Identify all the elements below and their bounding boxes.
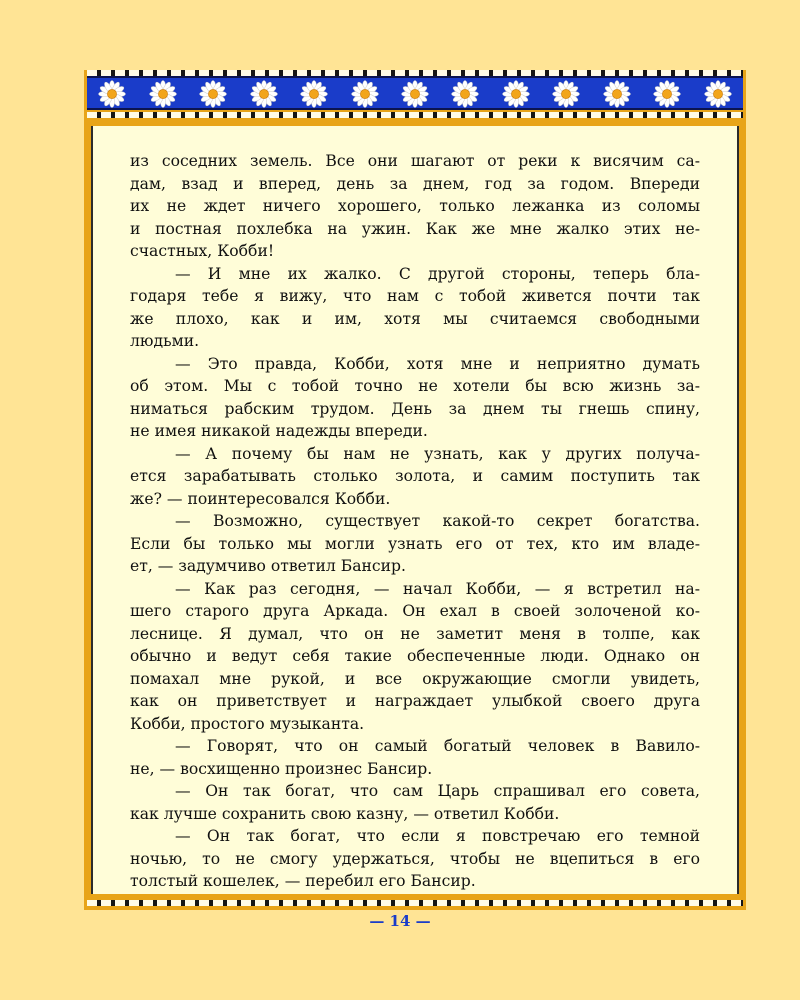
text-line: счастных, Кобби! [130,242,275,260]
text-line: Если бы только мы могли узнать его от тех, кто им владе- [130,534,700,553]
text-line: — А почему бы нам не узнать, как у других получа- [175,444,700,463]
text-panel [91,126,739,894]
text-line: — Он так богат, что сам Царь спрашивал его совета, [175,782,700,800]
daisy-icon [300,80,328,108]
daisy-icon [351,80,379,108]
daisy-strip [87,76,743,110]
text-line: как лучше сохранить свою казну, — ответил Кобби. [130,804,560,823]
daisy-icon [704,80,732,108]
text-line: Кобби, простого музыканта. [130,714,365,733]
daisy-icon [603,80,631,108]
text-line: и постная похлебка на ужин. Как же мне жалко этих не- [130,219,700,238]
top-dash-border-lower [87,112,743,118]
body-text [130,150,700,893]
text-line: ется зарабатывать столько золота, и самим поступить так [130,467,700,485]
daisy-icon [653,80,681,108]
text-line: обычно и ведут себя такие обеспеченные люди. Однако он [130,647,700,665]
text-line: помахал мне рукой, и все окружающие смогли увидеть, [130,669,700,688]
daisy-icon [401,80,429,108]
page-number: — 14 — [369,912,431,930]
text-line: как он приветствует и награждает улыбкой своего друга [130,692,700,710]
text-line: толстый кошелек, — перебил его Бансир. [130,872,476,890]
daisy-icon [149,80,177,108]
text-line: же плохо, как и им, хотя мы считаемся свободными [130,309,700,328]
text-line: — Это правда, Кобби, хотя мне и неприятно думать [175,354,700,373]
text-line: же? — поинтересовался Кобби. [130,489,391,508]
text-line: — Как раз сегодня, — начал Кобби, — я встретил на- [175,579,700,598]
text-line: шего старого друга Аркада. Он ехал в своей золоченой ко- [130,602,700,620]
daisy-icon [98,80,126,108]
text-line: — Он так богат, что если я повстречаю его темной [175,827,700,845]
page-frame [84,122,746,910]
text-line: годаря тебе я вижу, что нам с тобой живется почти так [130,287,700,305]
text-line: леснице. Я думал, что он не заметит меня в толпе, как [130,624,700,643]
text-line: из соседних земель. Все они шагают от реки к висячим са- [130,152,700,170]
text-line: — Говорят, что он самый богатый человек в Вавило- [175,737,700,755]
daisy-icon [250,80,278,108]
daisy-icon [451,80,479,108]
daisy-icon [502,80,530,108]
daisy-icon [199,80,227,108]
text-line: не, — восхищенно произнес Бансир. [130,759,433,778]
bottom-dash-border [87,900,743,906]
text-line: ет, — задумчиво ответил Бансир. [130,557,406,575]
daisy-icon [552,80,580,108]
text-line: ниматься рабским трудом. День за днем ты гнешь спину, [130,399,700,418]
text-line: людьми. [130,332,200,350]
text-line: дам, взад и вперед, день за днем, год за годом. Впереди [130,174,700,193]
text-line: ночью, то не смогу удержаться, чтобы не вцепиться в его [130,849,700,868]
text-line: их не ждет ничего хорошего, только лежанка из соломы [130,197,700,215]
top-ornament-band [84,70,746,122]
text-line: об этом. Мы с тобой точно не хотели бы всю жизнь за- [130,377,700,395]
text-line: не имея никакой надежды впереди. [130,422,428,440]
text-line: — И мне их жалко. С другой стороны, теперь бла- [175,264,700,283]
text-line: — Возможно, существует какой-то секрет богатства. [175,512,700,530]
